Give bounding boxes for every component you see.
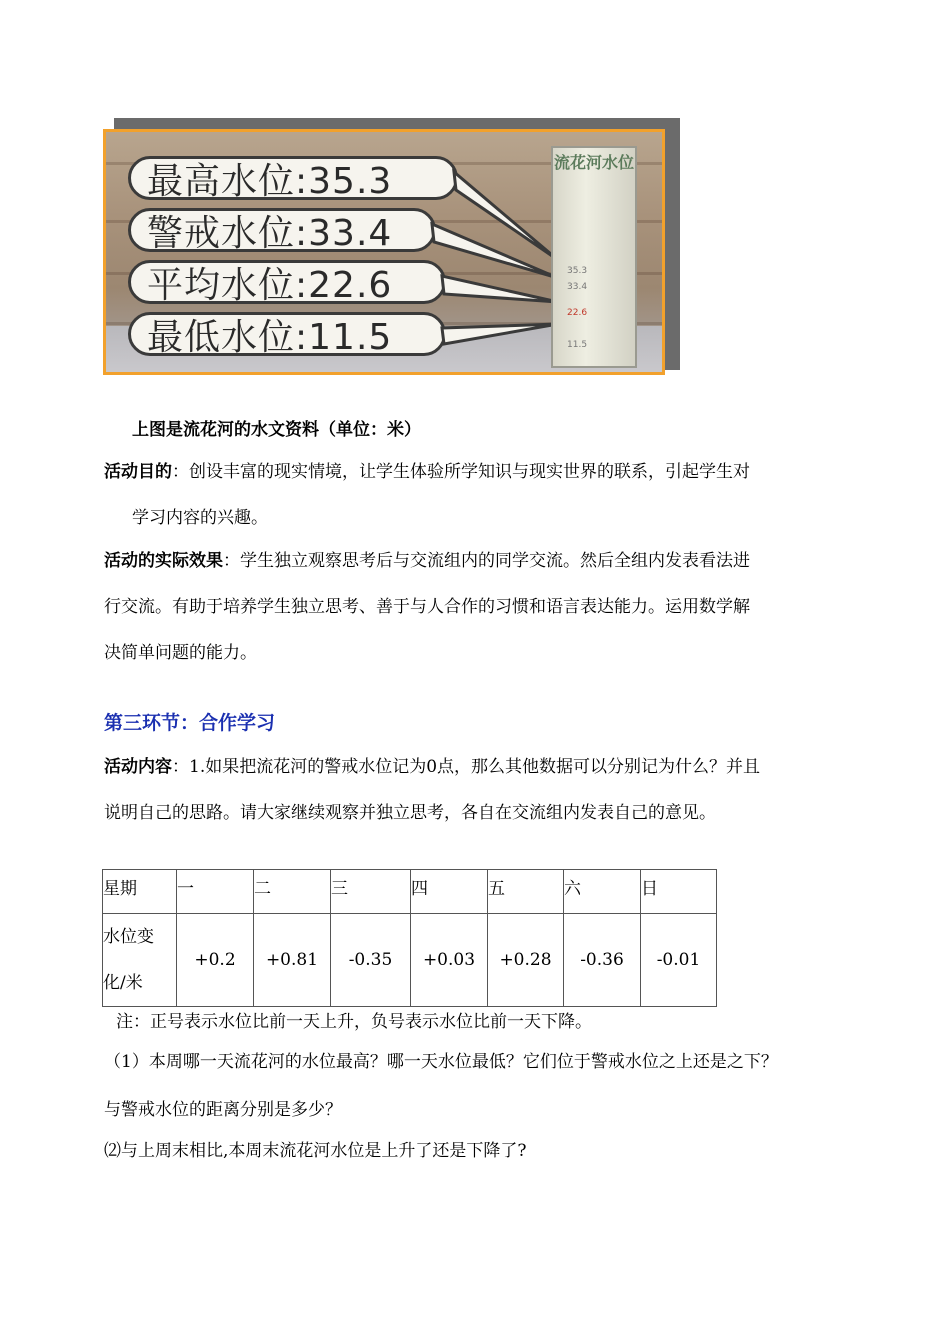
purpose-text: ：创设丰富的现实情境，让学生体验所学知识与现实世界的联系，引起学生对 xyxy=(172,462,750,482)
effect-label: 活动的实际效果 xyxy=(104,551,223,571)
table-header-cell: 五 xyxy=(488,870,564,914)
question-1-continued: 与警戒水位的距离分别是多少？ xyxy=(104,1100,342,1120)
water-gauge-post xyxy=(551,146,637,368)
table-cell: +0.28 xyxy=(488,914,564,1007)
label-min-level: 最低水位:11.5 xyxy=(128,312,446,356)
effect-text-line2: 行交流。有助于培养学生独立思考、善于与人合作的习惯和语言表达能力。运用数学解 xyxy=(104,597,750,617)
table-header-cell: 六 xyxy=(564,870,641,914)
table-cell: -0.36 xyxy=(564,914,641,1007)
effect-paragraph xyxy=(104,548,750,574)
content-paragraph xyxy=(104,754,760,780)
section-heading: 第三环节：合作学习 xyxy=(104,712,276,734)
label-average-level: 平均水位:22.6 xyxy=(128,260,446,304)
gauge-title: 流花河水位 xyxy=(553,153,634,172)
label-max-level: 最高水位:35.3 xyxy=(128,156,458,200)
table-cell: +0.03 xyxy=(411,914,488,1007)
gauge-mark: 22.6 xyxy=(567,308,588,318)
gauge-mark: 33.4 xyxy=(567,282,588,292)
row-label-line: 水位变 xyxy=(103,927,154,947)
content-text-line2: 说明自己的思路。请大家继续观察并独立思考，各自在交流组内发表自己的意见。 xyxy=(104,803,716,823)
table-header-row xyxy=(103,870,717,914)
purpose-label: 活动目的 xyxy=(104,462,172,482)
gauge-mark: 11.5 xyxy=(567,340,588,350)
table-cell: +0.81 xyxy=(254,914,331,1007)
water-change-table xyxy=(102,869,717,1007)
row-label-line: 化/米 xyxy=(103,973,143,993)
table-note: 注：正号表示水位比前一天上升，负号表示水位比前一天下降。 xyxy=(116,1012,592,1032)
table-header-cell: 日 xyxy=(641,870,717,914)
question-2: ⑵与上周末相比,本周末流花河水位是上升了还是下降了? xyxy=(104,1141,527,1161)
water-level-figure xyxy=(103,129,665,375)
table-row-label xyxy=(103,914,177,1007)
content-text: ：1.如果把流花河的警戒水位记为0点，那么其他数据可以分别记为什么？并且 xyxy=(172,757,761,777)
purpose-paragraph xyxy=(104,459,750,485)
table-header-cell: 四 xyxy=(411,870,488,914)
figure-caption: 上图是流花河的水文资料（单位：米） xyxy=(132,420,421,440)
label-warning-level: 警戒水位:33.4 xyxy=(128,208,436,252)
table-header-cell: 三 xyxy=(331,870,411,914)
table-header-cell: 一 xyxy=(177,870,254,914)
effect-text-line3: 决简单问题的能力。 xyxy=(104,643,257,663)
purpose-text-continued: 学习内容的兴趣。 xyxy=(132,508,268,528)
effect-text: ：学生独立观察思考后与交流组内的同学交流。然后全组内发表看法进 xyxy=(223,551,750,571)
table-header-cell: 二 xyxy=(254,870,331,914)
table-row xyxy=(103,914,717,1007)
question-1: （1）本周哪一天流花河的水位最高？哪一天水位最低？它们位于警戒水位之上还是之下？ xyxy=(104,1052,778,1072)
content-label: 活动内容 xyxy=(104,757,172,777)
table-cell: -0.35 xyxy=(331,914,411,1007)
table-header-cell: 星期 xyxy=(103,870,177,914)
table-cell: -0.01 xyxy=(641,914,717,1007)
table-cell: +0.2 xyxy=(177,914,254,1007)
gauge-mark: 35.3 xyxy=(567,266,588,276)
